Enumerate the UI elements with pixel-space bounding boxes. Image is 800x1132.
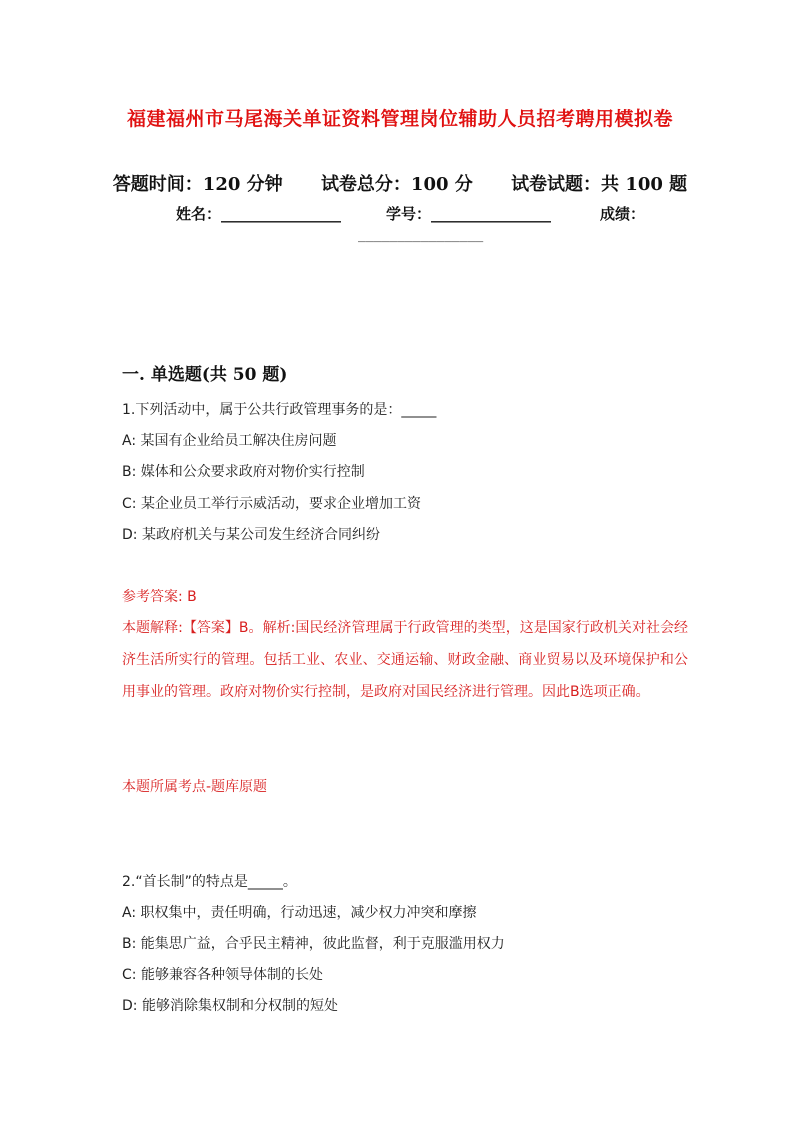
question-1-option-b: B: 媒体和公众要求政府对物价实行控制 <box>122 464 365 480</box>
question-2-stem: 2.“首长制”的特点是_____。 <box>122 874 297 890</box>
exam-total-score: 试卷总分：100 分 <box>320 174 473 195</box>
question-1-source: 本题所属考点-题库原题 <box>122 779 268 795</box>
grade-blank-line[interactable]: ________________ <box>358 228 484 243</box>
question-1-explanation: 本题解释:【答案】B。解析:国民经济管理属于行政管理的类型，这是国家行政机关对社会经济生活所实行的管理。包括工业、农业、交通运输、财政金融、商业贸易以及环境保护和公用事业的管理。政府对物价实行控制，是政府对国民经济进行管理。因此B选项正确。 <box>122 620 688 700</box>
question-1-stem: 1.下列活动中，属于公共行政管理事务的是：_____ <box>122 402 437 418</box>
question-2-option-b: B: 能集思广益，合乎民主精神，彼此监督，利于克服滥用权力 <box>122 936 505 952</box>
exam-time: 答题时间：120 分钟 <box>112 174 283 195</box>
question-2-option-d: D: 能够消除集权制和分权制的短处 <box>122 998 338 1014</box>
exam-title: 福建福州市马尾海关单证资料管理岗位辅助人员招考聘用模拟卷 <box>126 108 673 130</box>
question-1-option-a: A: 某国有企业给员工解决住房问题 <box>122 433 337 449</box>
question-1-answer: 参考答案: B <box>122 589 197 605</box>
name-field[interactable]: 姓名：________________ <box>176 205 342 223</box>
question-2-option-a: A: 职权集中，责任明确，行动迅速，减少权力冲突和摩擦 <box>122 905 477 921</box>
exam-question-count: 试卷试题：共 100 题 <box>511 174 688 195</box>
question-1-option-d: D: 某政府机关与某公司发生经济合同纠纷 <box>122 527 380 543</box>
question-1-option-c: C: 某企业员工举行示威活动，要求企业增加工资 <box>122 496 421 512</box>
question-2-option-c: C: 能够兼容各种领导体制的长处 <box>122 967 323 983</box>
section-title: 一. 单选题(共 50 题) <box>122 365 288 385</box>
grade-field: 成绩： <box>600 205 646 223</box>
exam-meta <box>0 170 800 196</box>
student-id-field[interactable]: 学号：________________ <box>386 205 552 223</box>
